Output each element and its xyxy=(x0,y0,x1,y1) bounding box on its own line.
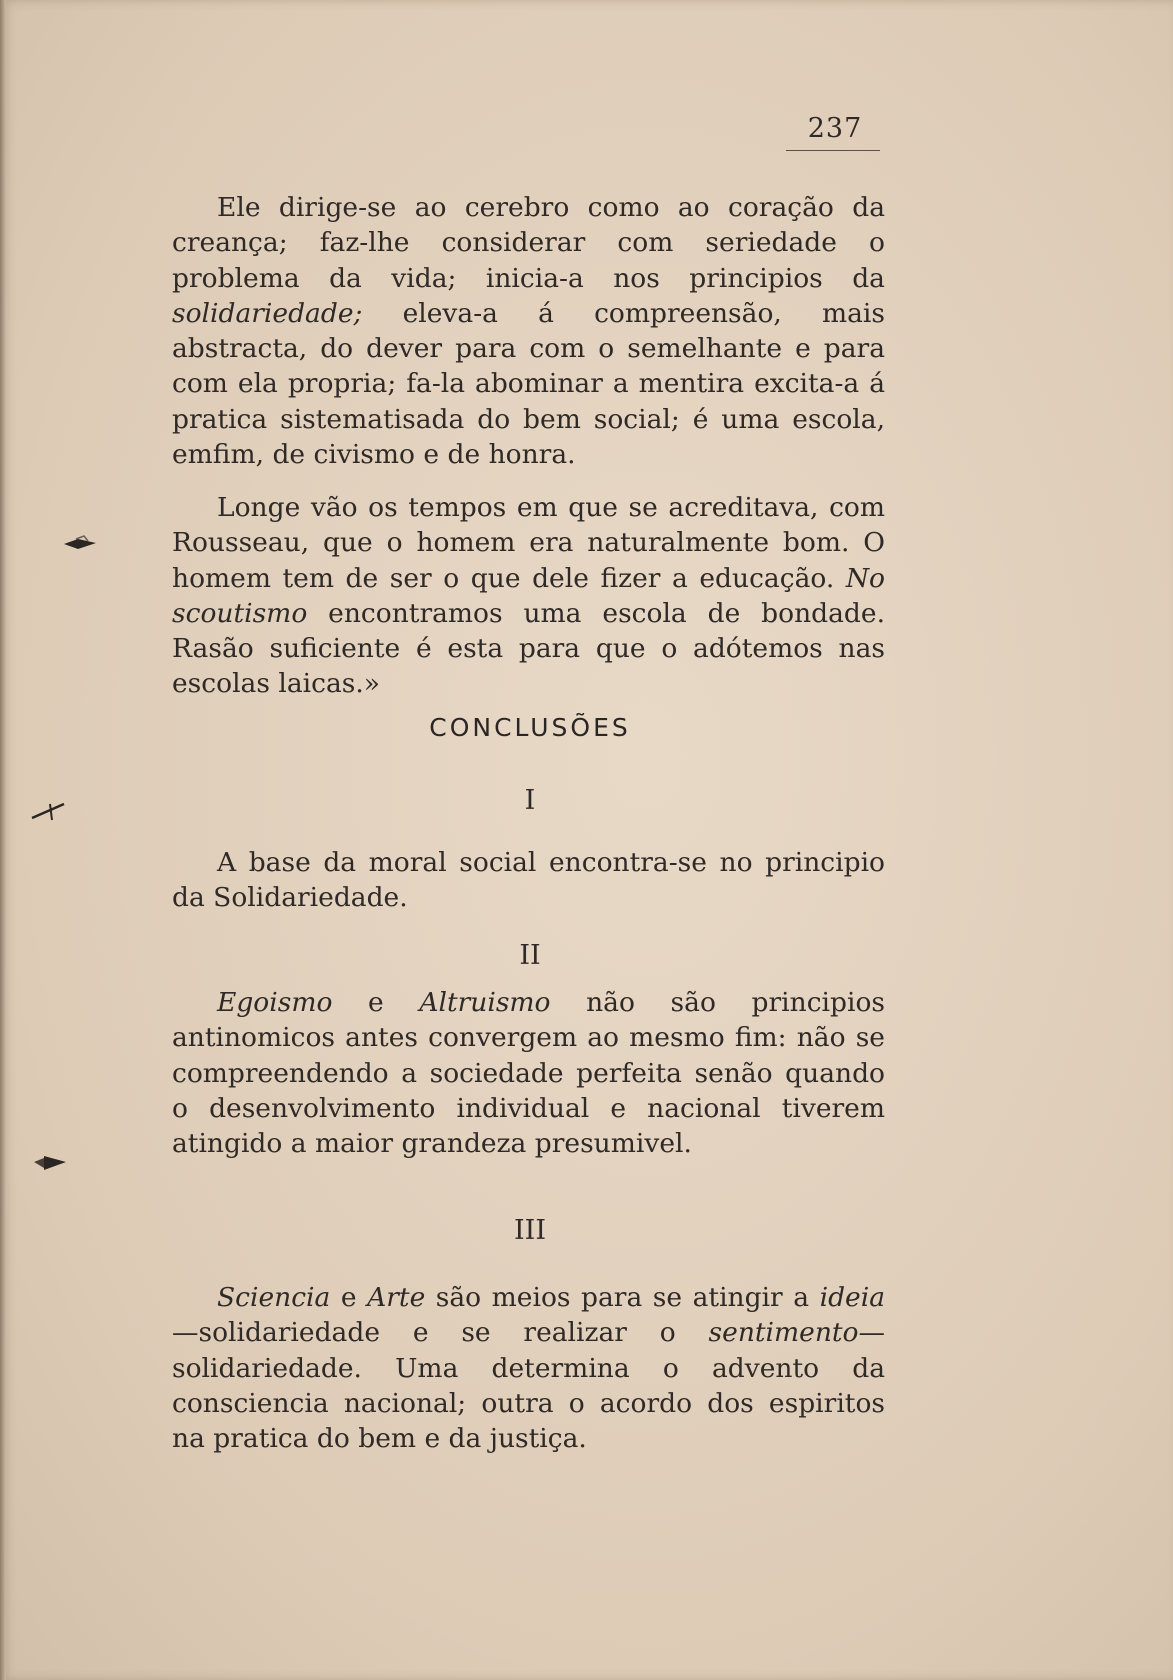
conclusion-1 xyxy=(172,845,885,916)
body-paragraph-2 xyxy=(172,490,885,702)
conclusion-text: não são principios antinomicos antes convergem ao mesmo fim: não se compreendendo a sociedade perfeita senão quando o desenvolvimento individual e nacional tiverem atingido a maior grandeza presumivel. xyxy=(172,987,885,1160)
conclusion-text: —solidariedade. Uma determina o advento da consciencia nacional; outra o acordo dos espiritos na pratica do bem e da justiça. xyxy=(172,1317,885,1455)
conclusion-numeral-2: II xyxy=(519,940,541,971)
body-text: Ele dirige-se ao cerebro como ao coração da creança; faz-lhe considerar com seriedade o problema da vida; inicia-a nos principios da xyxy=(172,192,885,294)
conclusion-text: A base da moral social encontra-se no principio da Solidariedade. xyxy=(172,847,885,914)
body-paragraph-1 xyxy=(172,190,885,472)
section-heading: CONCLUSÕES xyxy=(429,713,631,742)
binding-pin-bottom xyxy=(30,1150,68,1168)
body-text: Longe vão os tempos em que se acreditava, com Rousseau, que o homem era naturalmente bom. O homem tem de ser o que dele fizer a educação. xyxy=(172,492,885,594)
page-number-rule xyxy=(786,150,880,151)
page-number: 237 xyxy=(807,113,863,144)
conclusion-text: e xyxy=(330,1282,368,1313)
italic-term: solidariedade; xyxy=(172,297,363,329)
binding-edge xyxy=(0,0,6,1680)
binding-pin-top xyxy=(62,535,100,553)
conclusion-text: —solidariedade e se realizar o xyxy=(172,1317,709,1349)
conclusion-3 xyxy=(172,1280,885,1456)
italic-term: sentimento xyxy=(708,1317,859,1349)
italic-term: Arte xyxy=(367,1282,426,1313)
conclusion-text: são meios para se atingir a xyxy=(425,1282,820,1313)
italic-term: ideia xyxy=(819,1282,885,1313)
conclusion-numeral-3: III xyxy=(514,1215,546,1246)
binding-pin-middle xyxy=(30,800,68,818)
italic-term: Altruismo xyxy=(419,987,551,1018)
body-text: encontramos uma escola de bondade. Rasão suficiente é esta para que o adótemos nas escolas laicas.» xyxy=(172,597,885,700)
italic-term: No scoutismo xyxy=(172,562,885,629)
italic-term: Egoismo xyxy=(217,987,333,1018)
italic-term: Sciencia xyxy=(217,1282,331,1313)
body-text: eleva-a á compreensão, mais abstracta, do dever para com o semelhante e para com ela propria; fa-la abominar a mentira excita-a á pratica sistematisada do bem social; é uma escola, emfim, de civismo e de honra. xyxy=(172,297,885,471)
conclusion-2 xyxy=(172,985,885,1161)
conclusion-numeral-1: I xyxy=(524,785,536,816)
conclusion-text: e xyxy=(332,987,420,1018)
